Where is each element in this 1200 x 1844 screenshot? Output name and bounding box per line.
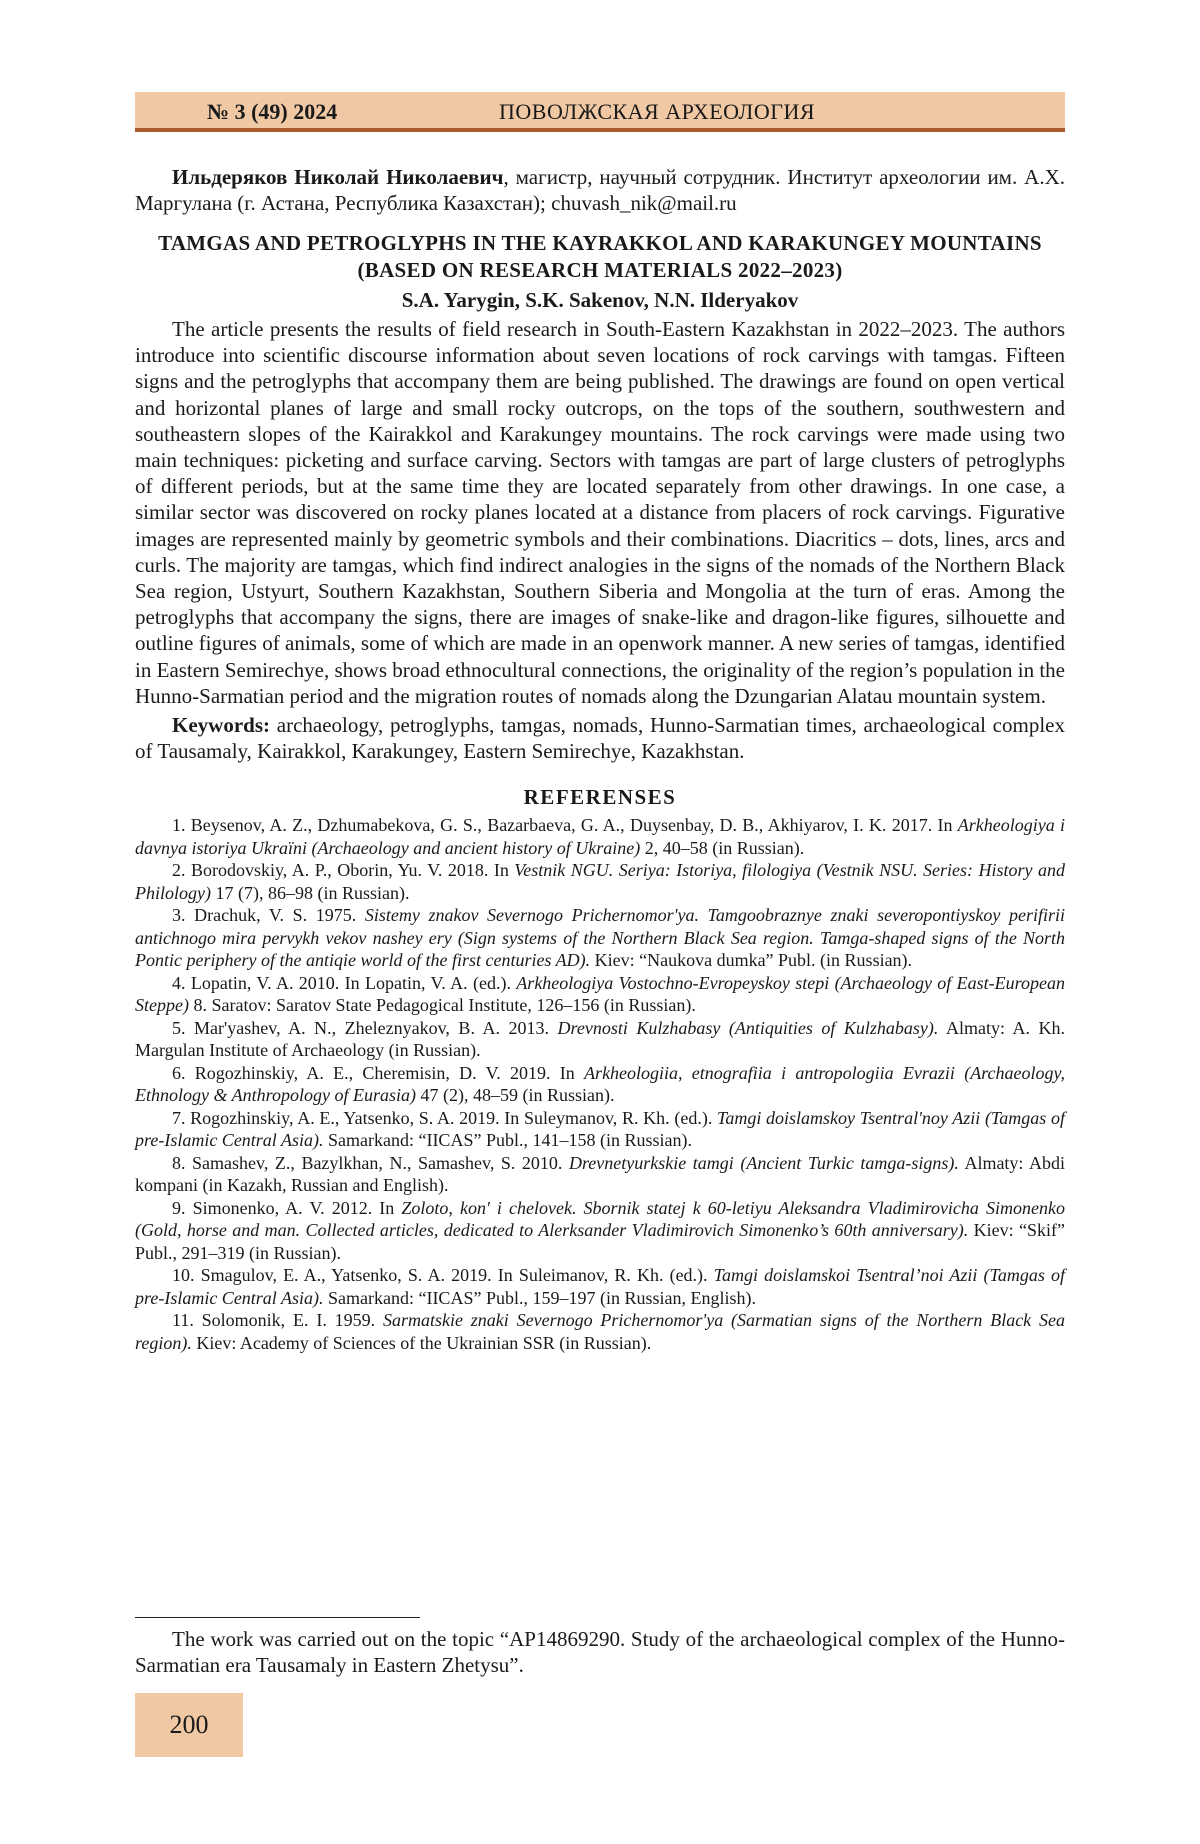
footnote: The work was carried out on the topic “AP14869290. Study of the archaeological complex of the Hunno-Sarmatian era Tausamaly in Eastern Zhetysu”. xyxy=(135,1627,1065,1677)
keywords xyxy=(135,712,1065,764)
author-details: , магистр, научный сотрудник. Институт археологии им. А.Х. Маргулана (г. Астана, Республика Казахстан); chuvash_nik@mail.ru xyxy=(135,165,1065,215)
keywords-label: Keywords: xyxy=(172,713,270,738)
reference-item: 6. Rogozhinskiy, A. E., Cheremisin, D. V. 2019. In Arkheologiia, etnografiia i antropologiia Evrazii (Archaeology, Ethnology & Anthropology of Eurasia) 47 (2), 48–59 (in Russian). xyxy=(135,1062,1066,1106)
reference-item: 9. Simonenko, A. V. 2012. In Zoloto, kon' i chelovek. Sbornik statej k 60-letiyu Aleksandra Vladimirovicha Simonenko (Gold, horse and man. Collected articles, dedicated to Alerksander Vladimirovich Simonenko’s 60th anniversary). Kiev: “Skif” Publ., 291–319 (in Russian). xyxy=(135,1197,1065,1263)
reference-item: 1. Beysenov, A. Z., Dzhumabekova, G. S., Bazarbaeva, G. A., Duysenbay, D. B., Akhiyarov, I. K. 2017. In Arkheologiya i davnya istoriya Ukraïni (Archaeology and ancient history of Ukraine) 2, 40–58 (in Russian). xyxy=(135,815,1065,858)
reference-item: 3. Drachuk, V. S. 1975. Sistemy znakov Severnogo Prichernomor'ya. Tamgoobraznye znaki severopontiyskoy perifirii antichnogo mira pervykh vekov nashey ery (Sign systems of the Northern Black Sea region. Tamga-shaped signs of the North Pontic periphery of the antiqie world of the first centuries AD). Kiev: “Naukova dumka” Publ. (in Russian). xyxy=(135,905,1065,971)
references-list xyxy=(135,814,1065,1354)
reference-item: 7. Rogozhinskiy, A. E., Yatsenko, S. A. 2019. In Suleymanov, R. Kh. (ed.). Tamgi doislamskoy Tsentral'noy Azii (Tamgas of pre-Islamic Central Asia). Samarkand: “IICAS” Publ., 141–158 (in Russian). xyxy=(135,1107,1065,1151)
author-info xyxy=(135,164,1065,216)
article-authors: S.A. Yarygin, S.K. Sakenov, N.N. Ilderyakov xyxy=(401,288,799,312)
running-header xyxy=(135,92,1065,132)
reference-item: 8. Samashev, Z., Bazylkhan, N., Samashev, S. 2010. Drevnetyurkskie tamgi (Ancient Turkic tamga-signs). Almaty: Abdi kompani (in Kazakh, Russian and English). xyxy=(135,1152,1065,1196)
reference-item: 10. Smagulov, E. A., Yatsenko, S. A. 2019. In Suleimanov, R. Kh. (ed.). Tamgi doislamskoi Tsentral’noi Azii (Tamgas of pre-Islamic Central Asia). Samarkand: “IICAS” Publ., 159–197 (in Russian, English). xyxy=(135,1265,1065,1308)
reference-item: 2. Borodovskiy, A. P., Oborin, Yu. V. 2018. In Vestnik NGU. Seriya: Istoriya, filologiya (Vestnik NSU. Series: History and Philology) 17 (7), 86–98 (in Russian). xyxy=(135,860,1065,903)
footnote-divider xyxy=(135,1617,420,1618)
keywords-list: archaeology, petroglyphs, tamgas, nomads, Hunno-Sarmatian times, archaeological complex of Tausamaly, Kairakkol, Karakungey, Eastern Semirechye, Kazakhstan. xyxy=(135,713,1065,764)
reference-item: 4. Lopatin, V. A. 2010. In Lopatin, V. A. (ed.). Arkheologiya Vostochno-Evropeyskoy stepi (Archaeology of East-European Steppe) 8. Saratov: Saratov State Pedagogical Institute, 126–156 (in Russian). xyxy=(135,972,1065,1016)
author-name: Ильдеряков Николай Николаевич xyxy=(172,165,504,189)
page-number: 200 xyxy=(135,1693,243,1757)
reference-item: 11. Solomonik, E. I. 1959. Sarmatskie znaki Severnogo Prichernomor'ya (Sarmatian signs of the Northern Black Sea region). Kiev: Academy of Sciences of the Ukrainian SSR (in Russian). xyxy=(135,1310,1065,1353)
article-title: TAMGAS AND PETROGLYPHS IN THE KAYRAKKOL AND KARAKUNGEY MOUNTAINS (BASED ON RESEARCH MATERIALS 2022–2023) xyxy=(158,231,1042,282)
journal-title: ПОВОЛЖСКАЯ АРХЕОЛОГИЯ xyxy=(499,99,816,124)
reference-item: 5. Mar'yashev, A. N., Zheleznyakov, B. A. 2013. Drevnosti Kulzhabasy (Antiquities of Kulzhabasy). Almaty: A. Kh. Margulan Institute of Archaeology (in Russian). xyxy=(135,1017,1065,1061)
abstract: The article presents the results of field research in South-Eastern Kazakhstan in 2022–2023. The authors introduce into scientific discourse information about seven locations of rock carvings with tamgas. Fifteen signs and the petroglyphs that accompany them are being published. The drawings are found on open vertical and horizontal planes of large and small rocky outcrops, on the tops of the southern, southwestern and southeastern slopes of the Kairakkol and Karakungey mountains. The rock carvings were made using two main techniques: picketing and surface carving. Sectors with tamgas are part of large clusters of petroglyphs of different periods, but at the same time they are located separately from other drawings. In one case, a similar sector was discovered on rocky planes located at a distance from placers of rock carvings. Figurative images are represented mainly by geometric symbols and their combinations. Diacritics – dots, lines, arcs and curls. The majority are tamgas, which find indirect analogies in the signs of the nomads of the Northern Black Sea region, Ustyurt, Southern Kazakhstan, Southern Siberia and Mongolia at the turn of eras. Among the petroglyphs that accompany the signs, there are images of snake-like and dragon-like figures, silhouette and outline figures of animals, some of which are made in an openwork manner. A new series of tamgas, identified in Eastern Semirechye, shows broad ethnocultural connections, the originality of the region’s population in the Hunno-Sarmatian period and the migration routes of nomads along the Dzungarian Alatau mountain system. xyxy=(135,317,1065,708)
issue-number: № 3 (49) 2024 xyxy=(207,99,338,124)
page-content xyxy=(135,164,1065,1354)
references-heading: REFERENSES xyxy=(523,785,677,810)
